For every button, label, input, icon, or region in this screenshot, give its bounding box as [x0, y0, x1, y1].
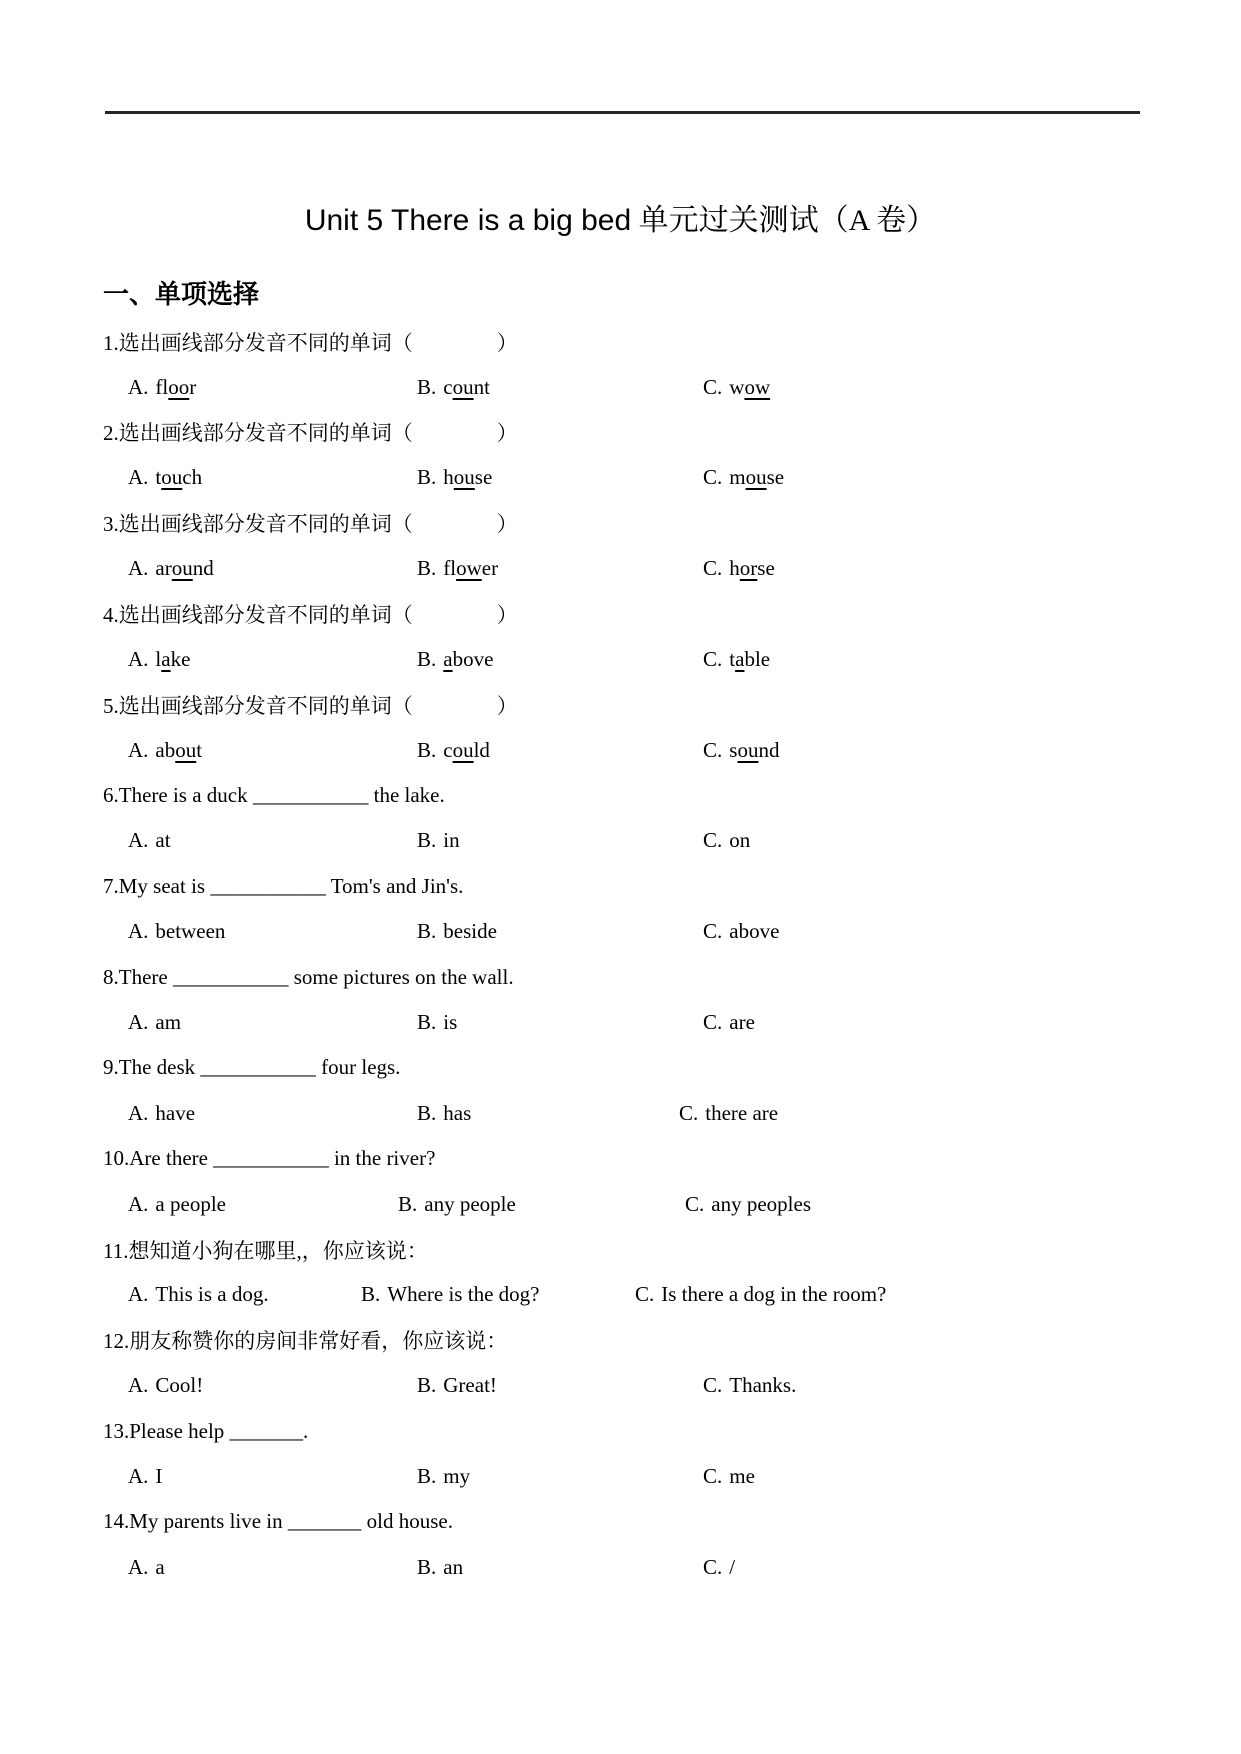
- question-11-text: 11.想知道小狗在哪里,，你应该说：: [103, 1238, 428, 1263]
- question-3-option-a: A. around: [128, 556, 214, 581]
- question-12-option-c: C. Thanks.: [703, 1373, 797, 1398]
- question-3-option-b: B. flower: [417, 556, 499, 581]
- page-title: [0, 199, 1241, 243]
- question-12-option-a: A. Cool!: [128, 1373, 204, 1398]
- question-1-options: [103, 364, 1178, 409]
- question-13-text: 13.Please help _______.: [103, 1418, 309, 1443]
- question-5-option-a: A. about: [128, 737, 203, 762]
- question-6-options: [103, 818, 1178, 863]
- section-heading: 一、单项选择: [103, 279, 260, 309]
- question-13-options: [103, 1454, 1178, 1499]
- underlined-letters: ow: [744, 374, 771, 399]
- question-8-options: [103, 1000, 1178, 1045]
- title-chinese: 单元过关测试（A 卷）: [631, 204, 937, 237]
- underlined-letters: ou: [745, 465, 767, 490]
- question-14-option-a: A. a: [128, 1554, 165, 1579]
- question-5-option-c: C. sound: [703, 737, 780, 762]
- question-14-options: [103, 1545, 1178, 1590]
- question-2-option-b: B. house: [417, 465, 493, 490]
- header-divider: [105, 111, 1140, 114]
- question-14-text: 14.My parents live in _______ old house.: [103, 1509, 453, 1534]
- underlined-letters: oo: [168, 374, 190, 399]
- question-4-option-b: B. above: [417, 646, 494, 671]
- underlined-letters: ou: [175, 737, 197, 762]
- question-9-option-a: A. have: [128, 1100, 196, 1125]
- question-2-option-a: A. touch: [128, 465, 203, 490]
- question-4-option-c: C. table: [703, 646, 771, 671]
- question-12-option-b: B. Great!: [417, 1373, 497, 1398]
- question-10-option-c: C. any peoples: [685, 1191, 811, 1216]
- question-10-option-a: A. a people: [128, 1191, 226, 1216]
- question-7-option-b: B. beside: [417, 919, 497, 944]
- question-2-text: 2.选出画线部分发音不同的单词（ ）: [103, 421, 518, 446]
- question-7-text: 7.My seat is ___________ Tom's and Jin's.: [103, 873, 464, 898]
- underlined-letters: ou: [737, 737, 759, 762]
- question-13-option-b: B. my: [417, 1463, 471, 1488]
- question-3-options: [103, 546, 1178, 591]
- underlined-letters: ou: [452, 737, 474, 762]
- underlined-letters: ou: [161, 465, 183, 490]
- question-8-text: 8.There ___________ some pictures on the wall.: [103, 964, 514, 989]
- title-english: Unit 5 There is a big bed: [304, 204, 632, 237]
- question-1-option-a: A. floor: [128, 374, 197, 399]
- question-6-option-a: A. at: [128, 828, 171, 853]
- question-9-option-b: B. has: [417, 1100, 472, 1125]
- underlined-letters: ou: [452, 374, 474, 399]
- question-11-option-a: A. This is a dog.: [128, 1282, 269, 1307]
- question-3-option-c: C. horse: [703, 556, 775, 581]
- question-7-option-c: C. above: [703, 919, 780, 944]
- question-14-option-c: C. /: [703, 1554, 736, 1579]
- question-4-options: [103, 637, 1178, 682]
- question-6-option-c: C. on: [703, 828, 751, 853]
- question-11-option-b: B. Where is the dog?: [361, 1282, 540, 1307]
- underlined-letters: ou: [453, 465, 475, 490]
- question-9-option-c: C. there are: [679, 1100, 779, 1125]
- question-5-text: 5.选出画线部分发音不同的单词（ ）: [103, 693, 518, 718]
- underlined-letters: ou: [171, 556, 193, 581]
- question-12-options: [103, 1363, 1178, 1408]
- underlined-letters: or: [739, 556, 758, 581]
- underlined-letters: ow: [456, 556, 482, 581]
- underlined-letters: a: [735, 646, 745, 671]
- question-13-option-c: C. me: [703, 1463, 755, 1488]
- question-12-text: 12.朋友称赞你的房间非常好看，你应该说：: [103, 1329, 508, 1354]
- question-11-options: [103, 1272, 1178, 1317]
- question-2-options: [103, 455, 1178, 500]
- question-4-text: 4.选出画线部分发音不同的单词（ ）: [103, 603, 518, 628]
- underlined-letters: a: [161, 646, 171, 671]
- question-14-option-b: B. an: [417, 1554, 464, 1579]
- question-13-option-a: A. I: [128, 1463, 163, 1488]
- question-10-option-b: B. any people: [398, 1191, 516, 1216]
- question-9-text: 9.The desk ___________ four legs.: [103, 1055, 401, 1080]
- question-8-option-b: B. is: [417, 1010, 458, 1035]
- question-list: [103, 319, 1178, 1590]
- question-5-options: [103, 728, 1178, 773]
- question-8-option-a: A. am: [128, 1010, 182, 1035]
- question-7-options: [103, 909, 1178, 954]
- question-6-text: 6.There is a duck ___________ the lake.: [103, 783, 445, 808]
- question-1-option-c: C. wow: [703, 374, 771, 399]
- question-5-option-b: B. could: [417, 737, 490, 762]
- question-10-text: 10.Are there ___________ in the river?: [103, 1146, 436, 1171]
- question-3-text: 3.选出画线部分发音不同的单词（ ）: [103, 512, 518, 537]
- question-9-options: [103, 1091, 1178, 1136]
- question-2-option-c: C. mouse: [703, 465, 785, 490]
- question-1-text: 1.选出画线部分发音不同的单词（ ）: [103, 330, 518, 355]
- question-11-option-c: C. Is there a dog in the room?: [635, 1282, 887, 1307]
- underlined-letters: a: [443, 646, 453, 671]
- question-7-option-a: A. between: [128, 919, 226, 944]
- question-8-option-c: C. are: [703, 1010, 755, 1035]
- question-6-option-b: B. in: [417, 828, 460, 853]
- question-4-option-a: A. lake: [128, 646, 191, 671]
- question-10-options: [103, 1181, 1178, 1226]
- question-1-option-b: B. count: [417, 374, 490, 399]
